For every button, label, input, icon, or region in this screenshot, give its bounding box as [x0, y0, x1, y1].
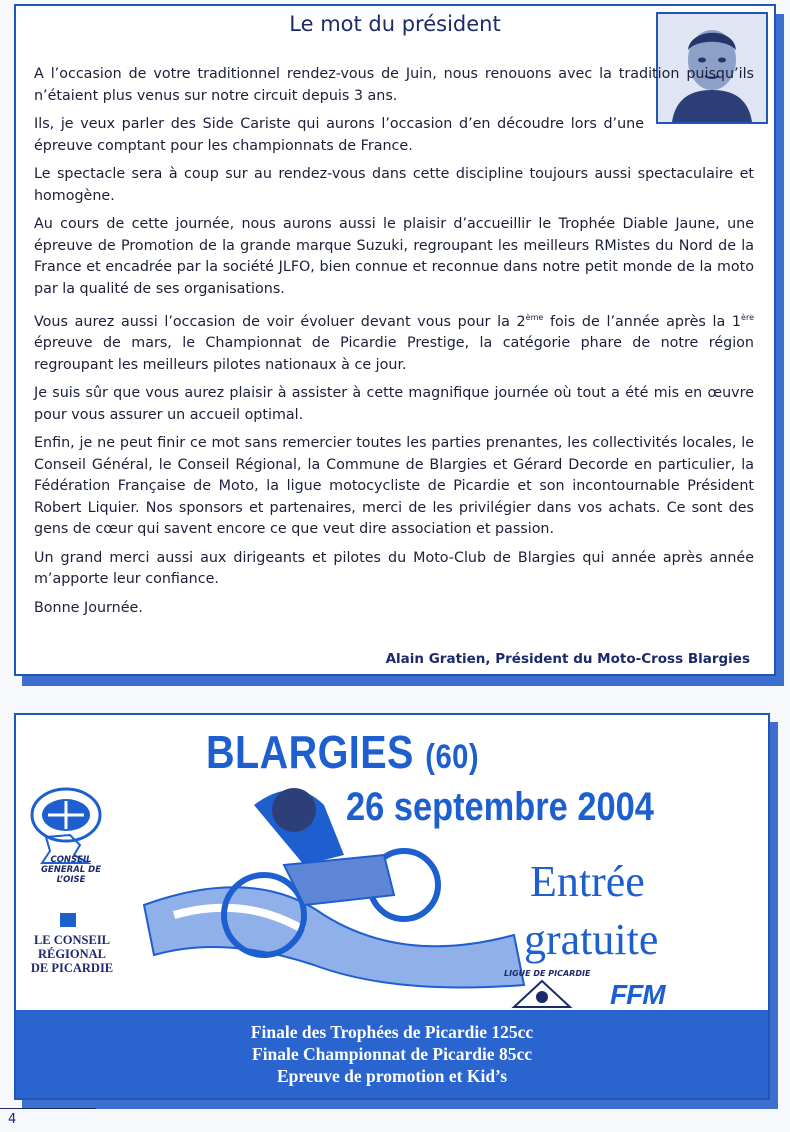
paragraph: Enfin, je ne peut finir ce mot sans remercier toutes les parties prenantes, les collectivités locales, le Conseil Général, le Conseil Régional, la Commune de Blargies et Gérard Decorde en particulier, la Fédération Française de Moto, la ligue motocycliste de Picardie et son incontournable Président Robert Liquier. Nos sponsors et partenaires, merci de les privilégier dans vos achats. Ce sont des gens de cœur qui savent encore ce que veut dire association et passion.	[34, 435, 754, 538]
paragraph: Ils, je veux parler des Side Cariste qui aurons l’occasion d’en découdre lors d’une épreuve comptant pour les championnats de France.	[34, 116, 644, 154]
paragraph: Le spectacle sera à coup sur au rendez-vous dans cette discipline toujours aussi spectaculaire et homogène.	[34, 166, 754, 204]
page-title: Le mot du président	[289, 12, 501, 36]
event-advert	[14, 713, 770, 1100]
paragraph: A l’occasion de votre traditionnel rendez-vous de Juin, nous renouons avec la tradition puisqu’ils n’étaient plus venus sur notre circuit depuis 3 ans.	[34, 66, 754, 104]
conseil-regional-logo: LE CONSEIL RÉGIONAL DE PICARDIE	[30, 933, 114, 975]
banner-line: Finale des Trophées de Picardie 125cc	[250, 1022, 534, 1042]
banner-line: Finale Championnat de Picardie 85cc	[252, 1044, 532, 1064]
paragraph: Bonne Journée.	[34, 599, 143, 616]
event-banner	[16, 1010, 768, 1098]
event-city: BLARGIES (60)	[206, 726, 479, 778]
ligue-picardie-logo: LIGUE DE PICARDIE	[504, 969, 591, 978]
page-rule	[0, 1108, 96, 1109]
paragraph: Je suis sûr que vous aurez plaisir à assister à cette magnifique journée où tout a été mis en œuvre pour vous assurer un accueil optimal.	[34, 385, 754, 423]
letter-body	[34, 64, 754, 626]
paragraph: Un grand merci aussi aux dirigeants et pilotes du Moto-Club de Blargies qui année après année m’apporte leur confiance.	[34, 549, 754, 588]
banner-line: Epreuve de promotion et Kid’s	[276, 1066, 508, 1086]
page-number: 4	[8, 1112, 17, 1127]
entry-line-2: gratuite	[524, 915, 659, 964]
event-department: (60)	[425, 738, 479, 776]
motocross-rider-illustration	[134, 765, 534, 995]
ligue-emblem-icon	[510, 977, 574, 1011]
paragraph: Vous aurez aussi l’occasion de voir évoluer devant vous pour la 2ème fois de l’année après la 1ère épreuve de mars, le Championnat de Picardie Prestige, la catégorie phare de notre région regroupant les meilleurs pilotes nationaux à ce jour.	[34, 313, 755, 373]
paragraph: Au cours de cette journée, nous aurons aussi le plaisir d’accueillir le Trophée Diable Jaune, une épreuve de Promotion de la grande marque Suzuki, regroupant les meilleurs RMistes du Nord de la France et encadrée par la société JLFO, bien connue et reconnue dans notre petit monde de la moto par la qualité de ses organisations.	[34, 216, 754, 297]
conseil-general-logo: CONSEIL GENERAL DE L’OISE	[40, 855, 102, 885]
entry-line-1: Entrée	[530, 857, 645, 906]
region-emblem-icon	[58, 911, 78, 929]
signature: Alain Gratien, Président du Moto-Cross Blargies	[385, 651, 750, 667]
event-date: 26 septembre 2004	[346, 785, 654, 829]
president-letter-box	[14, 4, 776, 676]
ffm-logo: FFM	[610, 979, 665, 1010]
